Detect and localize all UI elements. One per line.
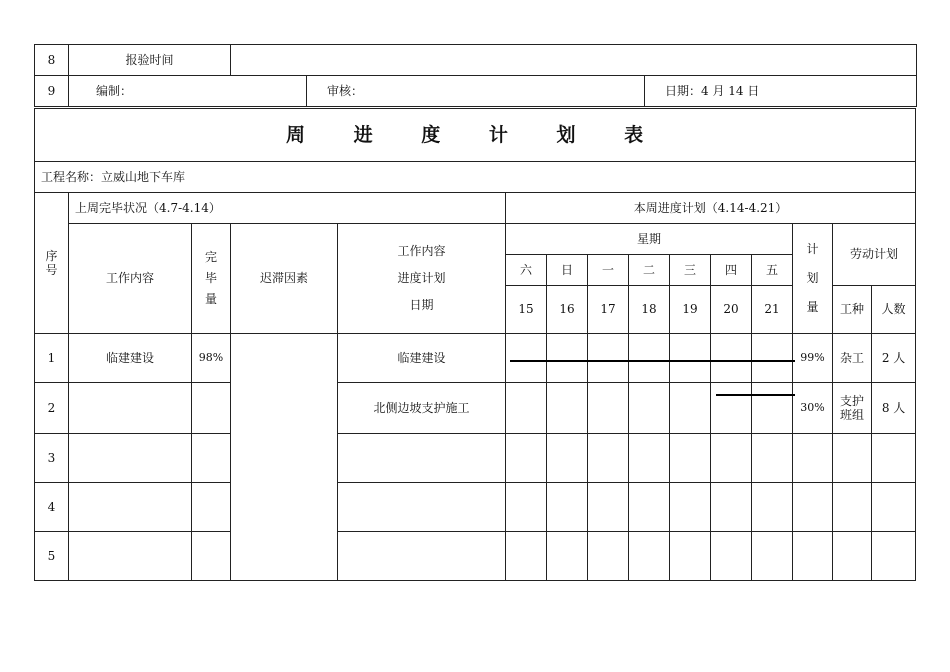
weekday-cell: 三: [670, 255, 711, 286]
date-cell: 21: [752, 286, 793, 334]
day-cell: [629, 532, 670, 581]
date-cell: 16: [547, 286, 588, 334]
empty-cell: [793, 483, 833, 532]
weekday-cell: 六: [506, 255, 547, 286]
plan-content: 临建建设: [338, 334, 506, 383]
date-cell: 19: [670, 286, 711, 334]
delay-factors-header: 迟滞因素: [231, 224, 338, 334]
day-cell: [752, 334, 793, 383]
table-row: [35, 45, 917, 76]
table-row: [35, 224, 916, 255]
headcount-header: 人数: [872, 286, 916, 334]
inspection-time-label: 报验时间: [69, 45, 231, 76]
seq-header: 序 号: [35, 193, 69, 334]
day-cell: [670, 483, 711, 532]
table-row: [35, 193, 916, 224]
empty-cell: [338, 532, 506, 581]
day-cell: [629, 383, 670, 434]
schedule-bar: [716, 394, 795, 396]
table-row: [35, 434, 916, 483]
day-cell: [752, 383, 793, 434]
empty-cell: [69, 434, 192, 483]
day-cell: [506, 434, 547, 483]
table-row: [35, 334, 916, 383]
row-number: 4: [35, 483, 69, 532]
day-cell: [547, 532, 588, 581]
project-name: 工程名称：立威山地下车库: [35, 162, 916, 193]
table-row: [35, 532, 916, 581]
date-cell: 15: [506, 286, 547, 334]
table-row: [35, 162, 916, 193]
day-cell: [588, 532, 629, 581]
completion-header: 完 毕 量: [192, 224, 231, 334]
day-cell: [711, 483, 752, 532]
last-week-header: 上周完毕状况（4.7-4.14）: [69, 193, 506, 224]
table-row: [35, 483, 916, 532]
plan-qty-header: 计 划 量: [793, 224, 833, 334]
day-cell: [670, 383, 711, 434]
empty-cell: [192, 483, 231, 532]
empty-cell: [872, 434, 916, 483]
row-number: 9: [35, 76, 69, 107]
empty-cell: [338, 434, 506, 483]
completion-value: [192, 383, 231, 434]
plan-qty-value: 99%: [793, 334, 833, 383]
empty-cell: [338, 483, 506, 532]
table-row: [35, 76, 917, 107]
last-week-content: [69, 383, 192, 434]
day-cell: [506, 334, 547, 383]
last-week-content: 临建建设: [69, 334, 192, 383]
day-cell: [670, 434, 711, 483]
empty-cell: [192, 434, 231, 483]
trade-header: 工种: [833, 286, 872, 334]
table-row: [35, 383, 916, 434]
empty-cell: [833, 532, 872, 581]
day-cell: [711, 434, 752, 483]
weekday-cell: 四: [711, 255, 752, 286]
work-content-header: 工作内容: [69, 224, 192, 334]
weekday-cell: 二: [629, 255, 670, 286]
day-cell: [711, 334, 752, 383]
day-cell: [711, 532, 752, 581]
day-cell: [588, 483, 629, 532]
row-number: 5: [35, 532, 69, 581]
day-cell: [752, 434, 793, 483]
labor-plan-header: 劳动计划: [833, 224, 916, 286]
day-cell: [588, 434, 629, 483]
weekday-cell: 五: [752, 255, 793, 286]
day-cell: [547, 383, 588, 434]
headcount-value: 8 人: [872, 383, 916, 434]
weekday-cell: 一: [588, 255, 629, 286]
date-cell: 20: [711, 286, 752, 334]
day-cell: [752, 483, 793, 532]
plan-content: 北侧边坡支护施工: [338, 383, 506, 434]
date-cell: 18: [629, 286, 670, 334]
day-cell: [547, 483, 588, 532]
row-number: 3: [35, 434, 69, 483]
day-cell: [506, 483, 547, 532]
schedule-bar: [510, 360, 795, 362]
day-cell: [506, 532, 547, 581]
plan-content-header: 工作内容 进度计划 日期: [338, 224, 506, 334]
trade-value: 杂工: [833, 334, 872, 383]
weekday-header: 星期: [506, 224, 793, 255]
day-cell: [547, 334, 588, 383]
day-cell: [547, 434, 588, 483]
inspection-time-value: [231, 45, 917, 76]
date-cell: 17: [588, 286, 629, 334]
completion-value: 98%: [192, 334, 231, 383]
weekday-cell: 日: [547, 255, 588, 286]
day-cell: [670, 532, 711, 581]
day-cell: [588, 383, 629, 434]
empty-cell: [872, 532, 916, 581]
header-info-table: [34, 44, 917, 107]
day-cell: [629, 434, 670, 483]
day-cell: [506, 383, 547, 434]
plan-qty-value: 30%: [793, 383, 833, 434]
day-cell: [629, 483, 670, 532]
page-title: 周 进 度 计 划 表: [35, 109, 916, 162]
table-row: [35, 109, 916, 162]
empty-cell: [833, 434, 872, 483]
date-label: 日期：4 月 14 日: [645, 76, 917, 107]
day-cell: [588, 334, 629, 383]
empty-cell: [69, 483, 192, 532]
row-number: 8: [35, 45, 69, 76]
this-week-header: 本周进度计划（4.14-4.21）: [506, 193, 916, 224]
empty-cell: [793, 434, 833, 483]
row-number: 1: [35, 334, 69, 383]
day-cell: [711, 383, 752, 434]
weekly-schedule-table: [34, 108, 916, 581]
empty-cell: [192, 532, 231, 581]
empty-cell: [872, 483, 916, 532]
day-cell: [670, 334, 711, 383]
day-cell: [629, 334, 670, 383]
empty-cell: [793, 532, 833, 581]
headcount-value: 2 人: [872, 334, 916, 383]
reviewer-label: 审核：: [307, 76, 645, 107]
editor-label: 编制：: [69, 76, 307, 107]
empty-cell: [833, 483, 872, 532]
empty-cell: [69, 532, 192, 581]
trade-value: 支护 班组: [833, 383, 872, 434]
delay-factors-cell: [231, 334, 338, 581]
row-number: 2: [35, 383, 69, 434]
day-cell: [752, 532, 793, 581]
